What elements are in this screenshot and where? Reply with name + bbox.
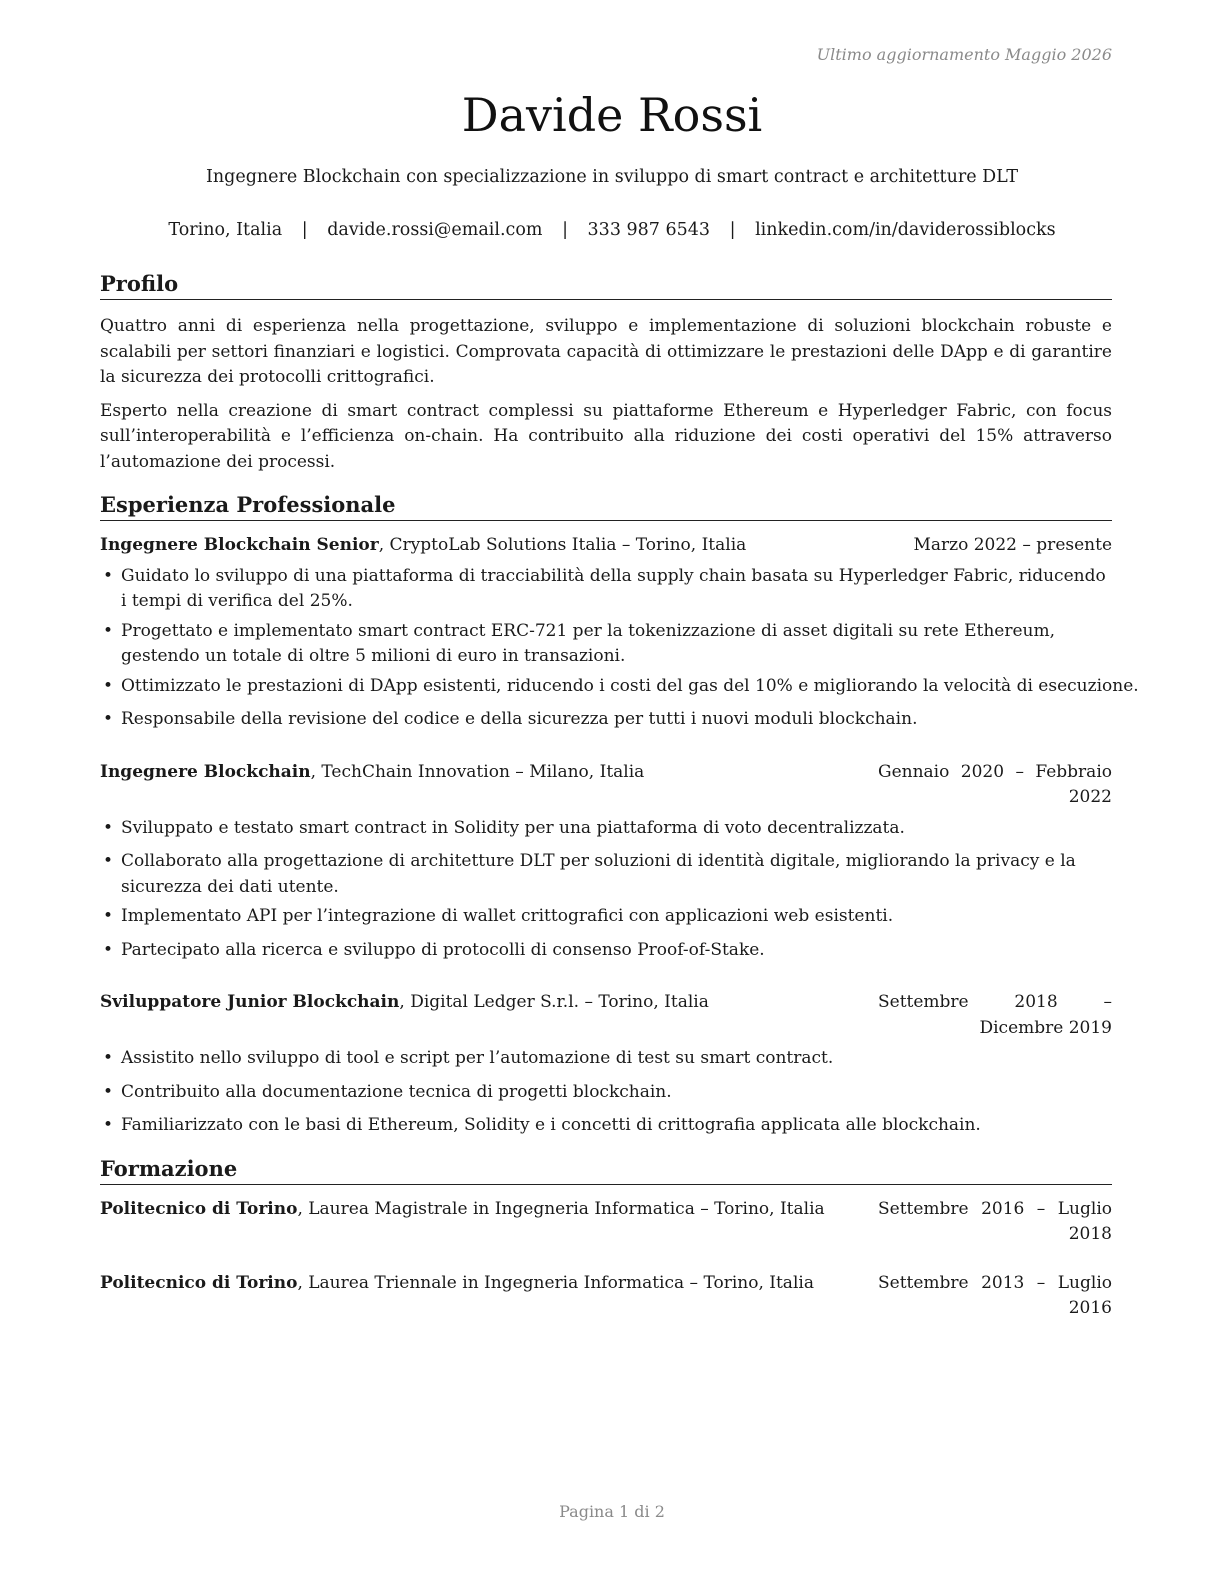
education-dates: Settembre 2013 – Luglio 2016 (878, 1272, 1112, 1318)
education-title (100, 1271, 814, 1322)
contact-separator: | (729, 220, 736, 240)
education-degree: , Laurea Magistrale in Ingegneria Informatica – Torino, Italia (297, 1198, 825, 1219)
education-dates: Settembre 2016 – Luglio 2018 (878, 1198, 1112, 1244)
section-title-profile: Profilo (100, 270, 1112, 300)
job-dates: Settembre 2018 – Dicembre 2019 (878, 992, 1112, 1038)
list-item: • Ottimizzato le prestazioni di DApp esistenti, riducendo i costi del gas del 10% e migliorando la velocità di esecuzione. (100, 674, 1112, 700)
list-item: • Implementato API per l’integrazione di wallet crittografici con applicazioni web esistenti. (100, 904, 1112, 930)
education-school: Politecnico di Torino (100, 1272, 298, 1293)
resume-content (100, 270, 1139, 1322)
list-item: • Partecipato alla ricerca e sviluppo di protocolli di consenso Proof-of-Stake. (100, 938, 1112, 964)
education-school: Politecnico di Torino (100, 1198, 298, 1219)
job-header (100, 760, 1112, 811)
profile-paragraph: Quattro anni di esperienza nella progettazione, sviluppo e implementazione di soluzioni blockchain robuste e scalabili per settori finanziari e logistici. Comprovata capacità di ottimizzare le prestazioni delle DApp e di garantire la sicurezza dei protocolli crittografici. (100, 316, 1112, 387)
education-item (100, 1271, 1112, 1322)
list-item: • Sviluppato e testato smart contract in Solidity per una piattaforma di voto decentralizzata. (100, 816, 1112, 842)
job-bullets (100, 564, 1139, 733)
contact-phone: 333 987 6543 (587, 220, 711, 240)
job-dates: Gennaio 2020 – Febbraio 2022 (878, 761, 1112, 807)
contact-line (0, 220, 1224, 240)
job-company: , TechChain Innovation – Milano, Italia (310, 761, 645, 782)
profile-paragraph: Esperto nella creazione di smart contract complessi su piattaforme Ethereum e Hyperledger Fabric, con focus sull’interoperabilità e l’efficienza on-chain. Ha contribuito alla riduzione dei costi operativi del 15% attraverso l’automazione dei processi. (100, 400, 1112, 472)
education-degree: , Laurea Triennale in Ingegneria Informatica – Torino, Italia (297, 1272, 814, 1293)
contact-email[interactable]: davide.rossi@email.com (327, 220, 543, 240)
list-item: • Responsabile della revisione del codice e della sicurezza per tutti i nuovi moduli blockchain. (100, 707, 1112, 733)
job-header (100, 533, 1112, 559)
section-title-experience: Esperienza Professionale (100, 491, 1112, 521)
job-title (100, 533, 746, 559)
job-dates: Marzo 2022 – presente (913, 535, 1112, 555)
candidate-name: Davide Rossi (461, 88, 763, 142)
section-title-education: Formazione (100, 1155, 1112, 1185)
list-item: • Progettato e implementato smart contract ERC-721 per la tokenizzazione di asset digitali su rete Ethereum, gestendo un totale di oltre 5 milioni di euro in transazioni. (100, 619, 1112, 670)
job-bullets (100, 816, 1112, 964)
job-company: , CryptoLab Solutions Italia – Torino, Italia (378, 535, 747, 555)
job-role: Sviluppatore Junior Blockchain (100, 992, 400, 1012)
list-item: • Guidato lo sviluppo di una piattaforma di tracciabilità della supply chain basata su Hyperledger Fabric, riducendo i tempi di verifica del 25%. (100, 564, 1112, 615)
job-role: Ingegnere Blockchain Senior (100, 535, 379, 555)
job-bullets (100, 1046, 1112, 1139)
job-title (100, 760, 644, 811)
contact-location: Torino, Italia (168, 220, 283, 240)
job-company: , Digital Ledger S.r.l. – Torino, Italia (399, 992, 709, 1012)
job-header (100, 990, 1112, 1041)
job-role: Ingegnere Blockchain (100, 761, 311, 782)
education-item (100, 1197, 1112, 1248)
education-title (100, 1197, 825, 1248)
candidate-subtitle: Ingegnere Blockchain con specializzazione in sviluppo di smart contract e architetture DLT (205, 167, 1019, 187)
contact-linkedin[interactable]: linkedin.com/in/daviderossiblocks (755, 220, 1056, 240)
list-item: • Contribuito alla documentazione tecnica di progetti blockchain. (100, 1080, 1112, 1106)
list-item: • Assistito nello sviluppo di tool e script per l’automazione di test su smart contract. (100, 1046, 1112, 1072)
contact-separator: | (301, 220, 308, 240)
page-number: Pagina 1 di 2 (559, 1502, 665, 1521)
list-item: • Collaborato alla progettazione di architetture DLT per soluzioni di identità digitale, migliorando la privacy e la sicurezza dei dati utente. (100, 849, 1112, 900)
list-item: • Familiarizzato con le basi di Ethereum, Solidity e i concetti di crittografia applicata alle blockchain. (100, 1113, 1112, 1139)
job-title (100, 990, 709, 1041)
contact-separator: | (562, 220, 568, 240)
last-updated: Ultimo aggiornamento Maggio 2026 (816, 45, 1112, 64)
